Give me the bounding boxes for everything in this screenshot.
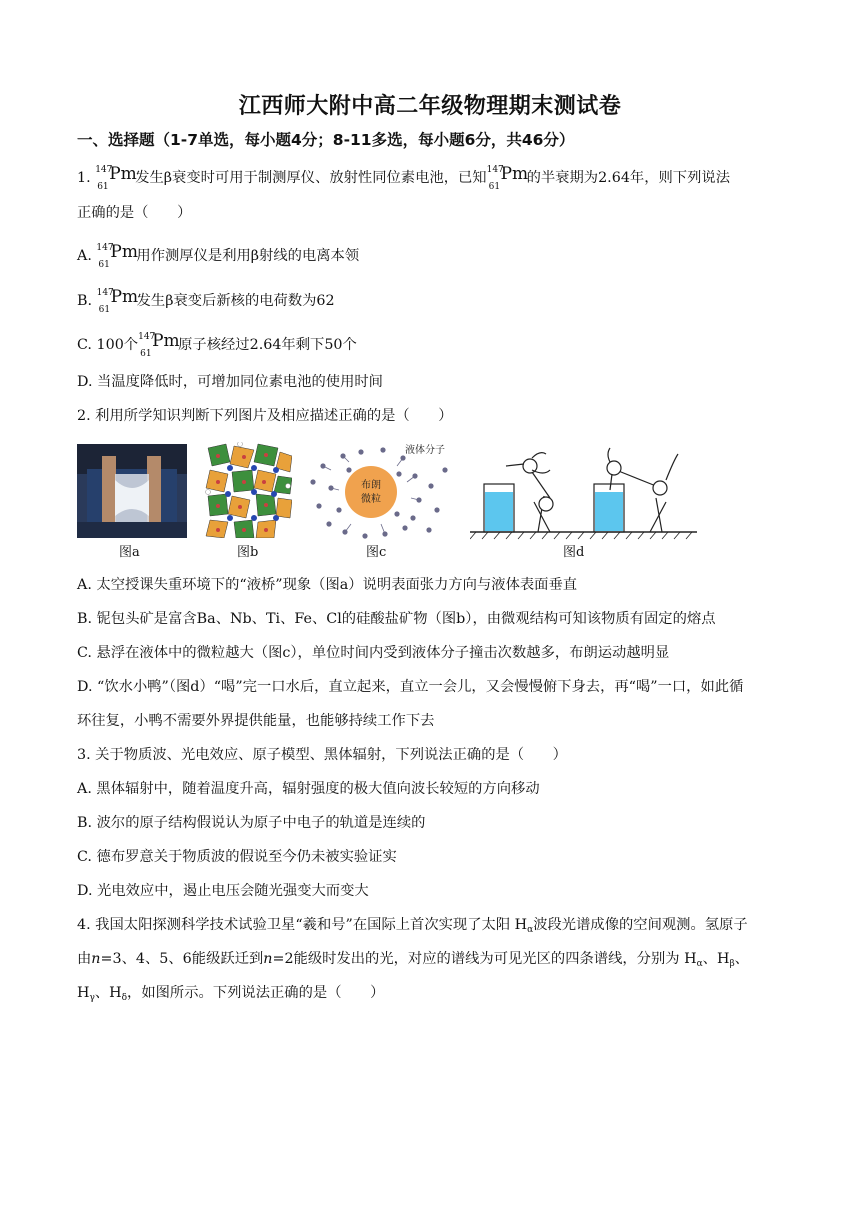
section-heading: 一、选择题（1-7单选，每小题4分；8-11多选，每小题6分，共46分） bbox=[77, 131, 575, 149]
figure-d-drinking-bird bbox=[470, 440, 697, 540]
q4-line-1: 4. 我国太阳探测科学技术试验卫星“羲和号”在国际上首次实现了太阳 $H_\alpha$波段光谱成像的空间观测。氢原子 bbox=[77, 917, 748, 935]
figure-b-crystal-structure bbox=[204, 442, 292, 538]
q4-line-3: $H_\gamma$、$H_\delta$，如图所示。下列说法正确的是（ ） bbox=[77, 985, 385, 1003]
q1-option-d: D. 当温度降低时，可增加同位素电池的使用时间 bbox=[77, 374, 383, 390]
brownian-particle-label-line1: 布朗 bbox=[361, 480, 381, 491]
q2-option-d-line-1: D. “饮水小鸭”（图d）“喝”完一口水后，直立起来，直立一会儿，又会慢慢俯下身去，再“喝”一口，如此循 bbox=[77, 679, 744, 695]
q1-line-1: 1. 147 61 Pm 发生β衰变时可用于制测厚仪、放射性同位素电池，已知 147 61 Pm 的半衰期为2.64年，则下列说法 bbox=[77, 164, 730, 192]
figure-a-caption: 图a bbox=[119, 545, 140, 560]
figure-b-caption: 图b bbox=[237, 545, 259, 560]
q1-option-b: B. 147 61 Pm 发生β衰变后新核的电荷数为62 bbox=[77, 287, 335, 315]
q2-option-d-line-2: 环往复，小鸭不需要外界提供能量，也能够持续工作下去 bbox=[77, 713, 435, 729]
figure-c-caption: 图c bbox=[366, 545, 387, 560]
q2-stem: 2. 利用所学知识判断下列图片及相应描述正确的是（ ） bbox=[77, 408, 453, 424]
nuclide-pm: 147 61 Pm bbox=[138, 331, 180, 359]
nuclide-pm: 147 61 Pm bbox=[96, 242, 138, 270]
q2-option-a: A. 太空授课失重环境下的“液桥”现象（图a）说明表面张力方向与液体表面垂直 bbox=[77, 577, 578, 593]
figure-a-liquid-bridge-photo bbox=[77, 444, 187, 538]
q1-option-c: C. 100个 147 61 Pm 原子核经过2.64年剩下50个 bbox=[77, 331, 357, 359]
q1-option-a: A. 147 61 Pm 用作测厚仪是利用β射线的电离本领 bbox=[77, 242, 360, 270]
page-title: 江西师大附中高二年级物理期末测试卷 bbox=[238, 94, 622, 119]
q3-option-d: D. 光电效应中，遏止电压会随光强变大而变大 bbox=[77, 883, 369, 899]
figure-d-caption: 图d bbox=[563, 545, 585, 560]
q3-option-a: A. 黑体辐射中，随着温度升高，辐射强度的极大值向波长较短的方向移动 bbox=[77, 781, 540, 797]
q4-line-2: 由n=3、4、5、6能级跃迁到n=2能级时发出的光，对应的谱线为可见光区的四条谱线，分别为 $H_\alpha$、$H_\beta$、 bbox=[77, 951, 749, 969]
q1-number: 1. bbox=[77, 170, 91, 186]
q3-option-b: B. 波尔的原子结构假说认为原子中电子的轨道是连续的 bbox=[77, 815, 426, 831]
q3-option-c: C. 德布罗意关于物质波的假说至今仍未被实验证实 bbox=[77, 849, 397, 865]
q2-figures bbox=[77, 440, 697, 565]
figure-c-brownian-motion bbox=[309, 440, 461, 540]
nuclide-pm: 147 61 Pm bbox=[486, 164, 529, 192]
nuclide-pm: 147 61 Pm bbox=[96, 287, 139, 315]
q2-option-b: B. 铌包头矿是富含Ba、Nb、Ti、Fe、Cl的硅酸盐矿物（图b），由微观结构可知该物质有固定的熔点 bbox=[77, 611, 716, 627]
q1-line-2: 正确的是（ ） bbox=[77, 205, 192, 221]
q3-stem: 3. 关于物质波、光电效应、原子模型、黑体辐射，下列说法正确的是（ ） bbox=[77, 747, 567, 763]
q2-option-c: C. 悬浮在液体中的微粒越大（图c），单位时间内受到液体分子撞击次数越多，布朗运动越明显 bbox=[77, 645, 670, 661]
liquid-molecule-label: 液体分子 bbox=[405, 445, 445, 456]
brownian-particle-label-line2: 微粒 bbox=[361, 494, 381, 505]
nuclide-pm: 147 61 Pm bbox=[95, 164, 137, 192]
